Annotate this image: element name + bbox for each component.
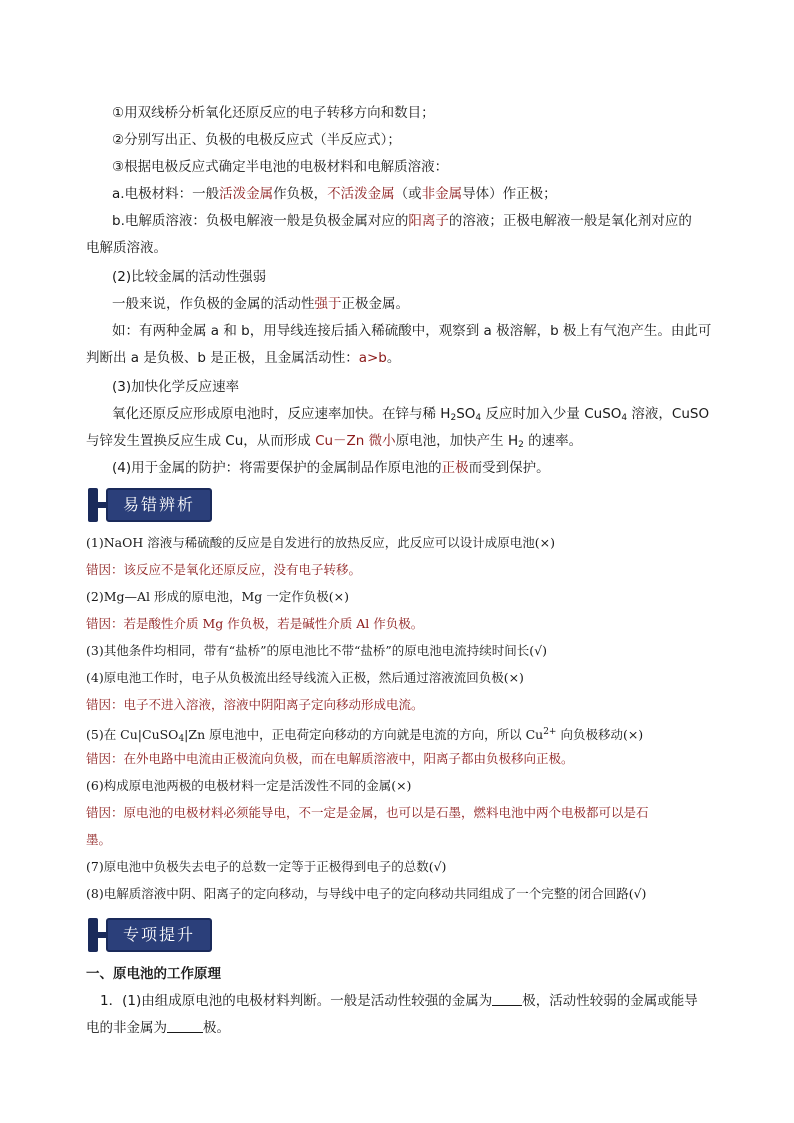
text: 氧化还原反应形成原电池时，反应速率加快。在锌与稀 H	[112, 406, 451, 422]
text: （或	[394, 186, 422, 202]
subscript: 2	[518, 440, 524, 450]
text: 电的非金属为	[86, 1020, 167, 1036]
header-connector-icon	[98, 502, 106, 508]
text: 的速率。	[523, 433, 583, 449]
error-a2: 错因：若是酸性介质 Mg 作负极，若是碱性介质 Al 作负极。	[86, 616, 424, 631]
header-bar-icon	[88, 488, 98, 522]
section-header-label: 专项提升	[106, 918, 212, 952]
sec2-line-2: 如：有两种金属 a 和 b，用导线连接后插入稀硫酸中，观察到 a 极溶解，b 极上有气泡产生。由此可	[112, 323, 712, 339]
subscript: 4	[475, 413, 482, 423]
answer-blank[interactable]	[492, 993, 522, 1006]
special-q1-line-2	[86, 1019, 722, 1037]
error-q6: (6)构成原电池两极的电极材料一定是活泼性不同的金属(×)	[86, 778, 412, 793]
text: (5)在 Cu|CuSO	[86, 727, 179, 742]
text: 极。	[203, 1020, 230, 1036]
text: 向负极移动(×)	[556, 727, 644, 742]
error-a6-line-2: 墨。	[86, 832, 112, 847]
intro-line-2: ②分别写出正、负极的电极反应式（半反应式）；	[112, 132, 401, 148]
intro-line-3: ③根据电极反应式确定半电池的电极材料和电解质溶液：	[112, 159, 449, 175]
sec3-title: (3)加快化学反应速率	[112, 379, 240, 395]
text: 1．(1)由组成原电池的电极材料判断。一般是活动性较强的金属为	[100, 993, 493, 1009]
sec2-title: (2)比较金属的活动性强弱	[112, 269, 267, 285]
header-bar-icon	[88, 918, 98, 952]
superscript: 2+	[543, 727, 557, 737]
subscript: 4	[621, 413, 628, 423]
section-header-special	[88, 918, 212, 952]
error-a5: 错因：在外电路中电流由正极流向负极，而在电解质溶液中，阳离子都由负极移向正极。	[86, 751, 574, 766]
text: 溶液，CuSO	[627, 406, 710, 422]
error-q1: (1)NaOH 溶液与稀硫酸的反应是自发进行的放热反应，此反应可以设计成原电池(×)	[86, 535, 555, 550]
text: 与锌发生置换反应生成 Cu，从而形成	[86, 433, 311, 449]
text: 一般来说，作负极的金属的活动性	[112, 296, 315, 312]
text: 导体）作正极；	[462, 186, 557, 202]
sec3-line-1	[112, 405, 748, 427]
error-a6-line-1: 错因：原电池的电极材料必须能导电，不一定是金属，也可以是石墨，燃料电池中两个电极都可以是石	[86, 805, 649, 820]
error-q3: (3)其他条件均相同，带有“盐桥”的原电池比不带“盐桥”的原电池电流持续时间长(√)	[86, 643, 547, 658]
error-q7: (7)原电池中负极失去电子的总数一定等于正极得到电子的总数(√)	[86, 859, 447, 874]
highlight: 不活泼金属	[327, 186, 395, 202]
section-header-errors	[88, 488, 212, 522]
text: 原电池，加快产生 H	[395, 433, 519, 449]
section-header-label: 易错辨析	[106, 488, 212, 522]
header-connector-icon	[98, 932, 106, 938]
subscript: 2	[450, 413, 457, 423]
highlight: a>b	[358, 350, 387, 366]
sec2-line-1	[112, 295, 748, 313]
error-q2: (2)Mg—Al 形成的原电池，Mg 一定作负极(×)	[86, 589, 350, 604]
highlight: 活泼金属	[219, 186, 274, 202]
highlight: 阳离子	[408, 213, 449, 229]
text: 作负极，	[273, 186, 328, 202]
error-a1: 错因：该反应不是氧化还原反应，没有电子转移。	[86, 562, 362, 577]
error-q4: (4)原电池工作时，电子从负极流出经导线流入正极，然后通过溶液流回负极(×)	[86, 670, 524, 685]
text: SO	[456, 406, 476, 422]
text: |Zn 原电池中，正电荷定向移动的方向就是电流的方向，所以 Cu	[184, 727, 544, 742]
text: 反应时加入少量 CuSO	[481, 406, 622, 422]
special-q1-line-1	[100, 992, 736, 1010]
sec4-line	[112, 459, 748, 477]
highlight: 非金属	[421, 186, 463, 202]
text: 而受到保护。	[468, 460, 550, 476]
text: (4)用于金属的防护：将需要保护的金属制品作原电池的	[112, 460, 442, 476]
intro-line-a	[112, 185, 748, 203]
text: 的溶液；正极电解液一般是氧化剂对应的	[448, 213, 692, 229]
intro-line-b	[112, 212, 748, 230]
answer-blank[interactable]	[167, 1020, 203, 1033]
intro-line-b-cont: 电解质溶液。	[86, 240, 167, 256]
text: 正极金属。	[341, 296, 409, 312]
text: b.电解质溶液：负极电解液一般是负极金属对应的	[112, 213, 409, 229]
error-a4: 错因：电子不进入溶液，溶液中阴阳离子定向移动形成电流。	[86, 697, 424, 712]
error-q8: (8)电解质溶液中阴、阳离子的定向移动，与导线中电子的定向移动共同组成了一个完整的闭合回路(√)	[86, 886, 647, 901]
highlight: Cu－Zn 微小	[310, 433, 396, 449]
special-section-title: 一、原电池的工作原理	[86, 966, 221, 982]
sec2-line-3	[86, 349, 722, 367]
text: a.电极材料：一般	[112, 186, 220, 202]
intro-line-1: ①用双线桥分析氧化还原反应的电子转移方向和数目；	[112, 105, 435, 121]
text: 极，活动性较弱的金属或能导	[522, 993, 698, 1009]
highlight: 正极	[441, 460, 469, 476]
sec3-line-2	[86, 432, 722, 454]
text: 判断出 a 是负极、b 是正极，且金属活动性：	[86, 350, 359, 366]
text: 。	[386, 350, 401, 366]
subscript: 4	[178, 734, 185, 744]
error-q5	[86, 723, 722, 748]
highlight: 强于	[314, 296, 342, 312]
